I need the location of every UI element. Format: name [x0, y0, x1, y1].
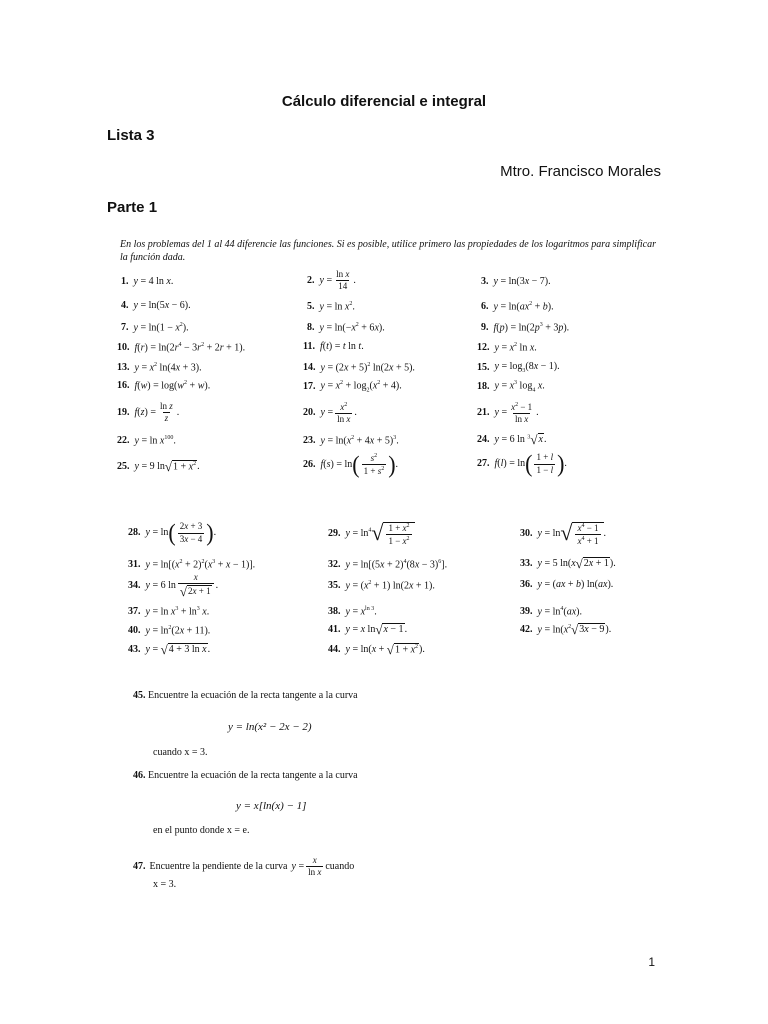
problem-23: 23. $y = \ln(x^2 + 4x + 5)^3$.: [303, 434, 399, 447]
problem-9: 9. $f(p) = \ln(2p^3 + 3p)$.: [481, 321, 570, 334]
problem-2: 2. y = $\frac{\text{ln x}}{14}$ .: [307, 269, 356, 292]
problem-10: 10. $f(r) = \ln(2r^4 - 3r^2 + 2r + 1)$.: [117, 341, 246, 354]
problem-47-suffix: cuando: [325, 860, 355, 872]
problem-12: 12. $y = x^2$ ln x.: [477, 341, 537, 354]
problem-18: 18. $y = x^3$ $\log_4 x$.: [477, 380, 545, 394]
problem-13: 13. $y = x^2$ ln(4x + 3).: [117, 361, 202, 374]
page-title: Cálculo diferencial e integral: [281, 93, 487, 110]
problem-5: 5. $y = \ln x^2$.: [307, 300, 355, 313]
problem-38: 38. $y = x^{ln 3}$.: [328, 605, 377, 618]
problem-34: 34. y = 6 ln x √ 2x + 1 .: [128, 572, 219, 600]
problem-42: 42. $y = \ln(x^2$ √ 3x − 9 ).: [520, 622, 612, 637]
problem-8: 8. $y = \ln(-x^2 + 6x)$.: [307, 321, 385, 334]
problem-1: 1. y = 4 ln x.: [121, 276, 174, 287]
problem-47: 47. Encuentre la pendiente de la curva y = $\frac{x}{\text{ln x}}$ cuando: [133, 855, 355, 878]
problem-21: 21. y = $\frac{x^2 - 1}{\text{ln x}}$ .: [477, 402, 539, 425]
problem-28: 28. y = ln ( $\frac{2x + 3}{3x - 4}$ ) .: [128, 518, 217, 547]
problem-20: 20. y = $\frac{x^2}{\text{ln x}}$ .: [303, 402, 357, 425]
problem-31: 31. $y = \ln[(x^2 + 2)^2(x^3 + x - 1)]$.: [128, 558, 256, 571]
problem-44: 44. y = ln(x + √ $1 + x^2$ ).: [328, 642, 425, 657]
problem-47-condition: x = 3.: [153, 879, 177, 890]
list-heading: Lista 3: [107, 127, 155, 144]
problem-39: 39. $y = \ln^4(ax)$.: [520, 605, 583, 618]
problem-36: 36. y = (ax + b) ln(ax).: [520, 579, 614, 590]
problem-47-fraction: $\frac{x}{\text{ln x}}$: [308, 855, 322, 878]
problem-4: 4. y = ln(5x − 6).: [121, 300, 191, 311]
instructions: En los problemas del 1 al 44 diferencie las funciones. Si es posible, utilice primero las propiedades de los logaritmos para simplificar la función dada.: [120, 239, 656, 263]
problem-41: 41. y = x ln √ x − 1 .: [328, 622, 408, 637]
problem-3: 3. y = ln(3x − 7).: [481, 276, 551, 287]
problem-15: 15. $y = \log_3(8x - 1)$.: [477, 361, 560, 374]
problem-46-equation: y = x[ln(x) − 1]: [236, 800, 307, 812]
problem-43: 43. y = √ 4 + 3 ln x .: [128, 642, 211, 657]
problem-46: [133, 769, 358, 783]
problem-16: 16. $f(w) = \log(w^2 + w)$.: [117, 379, 211, 392]
problem-35: 35. $y = (x^2 + 1) \ln(2x + 1)$.: [328, 579, 435, 592]
author-name: Mtro. Francisco Morales: [500, 163, 661, 180]
problem-45: [133, 689, 358, 703]
problem-45-text: Encuentre la ecuación de la recta tangente a la curva: [148, 690, 358, 701]
problem-17: 17. $y = x^2 + \log_2(x^2 + 4)$.: [303, 380, 402, 394]
problem-40: 40. $y = \ln^2(2x + 11)$.: [128, 624, 211, 637]
problem-26: 26. f(s) = ln ( $\frac{s^2}{1 + s^2}$ ) .: [303, 450, 399, 479]
problem-45-number: 45.: [133, 690, 146, 701]
problem-46-text: Encuentre la ecuación de la recta tangente a la curva: [148, 770, 358, 781]
problem-11: 11. f(t) = t ln t.: [303, 341, 364, 352]
problem-6: 6. $y = \ln(ax^2 + b)$.: [481, 300, 554, 313]
problem-32: 32. $y = \ln[(5x + 2)^4(8x - 3)^6]$.: [328, 558, 448, 571]
problem-30: 30. y = ln √ $\frac{x^4 - 1}{x^4 + 1}$ .: [520, 520, 607, 547]
problem-29: 29. y = ln $^4$√ $\frac{1 + x^2}{1 - x^2}$: [328, 522, 415, 547]
problem-22: 22. $y = \ln x^{100}$.: [117, 434, 176, 447]
problem-25: 25. y = 9 ln √ $1 + x^2$ .: [117, 459, 200, 474]
problem-46-condition: en el punto donde x = e.: [153, 825, 250, 836]
problem-27: 27. f(l) = ln ( $\frac{1 + l}{1 - l}$ ) .: [477, 449, 567, 478]
page-number: 1: [648, 955, 655, 969]
problem-45-equation: y = ln(x² − 2x − 2): [228, 721, 312, 733]
problem-47-text: Encuentre la pendiente de la curva: [149, 860, 288, 872]
problem-47-number: 47.: [133, 860, 146, 872]
problem-33: 33. y = 5 ln(x √ 2x + 1 ).: [520, 556, 616, 571]
problem-7: 7. $y = \ln(1 - x^2)$.: [121, 321, 189, 334]
problem-24: 24. y = 6 ln $^3$√ x .: [477, 432, 547, 447]
part-heading: Parte 1: [107, 199, 158, 216]
problem-46-number: 46.: [133, 770, 146, 781]
problem-14: 14. $y = (2x + 5)^2$ ln(2x + 5).: [303, 361, 415, 374]
problem-37: 37. $y = \ln x^3 + \ln^3 x$.: [128, 605, 210, 618]
problem-19: 19. f(z) = $\frac{\text{ln z}}{z}$ .: [117, 401, 180, 424]
problem-45-condition: cuando x = 3.: [153, 747, 208, 758]
